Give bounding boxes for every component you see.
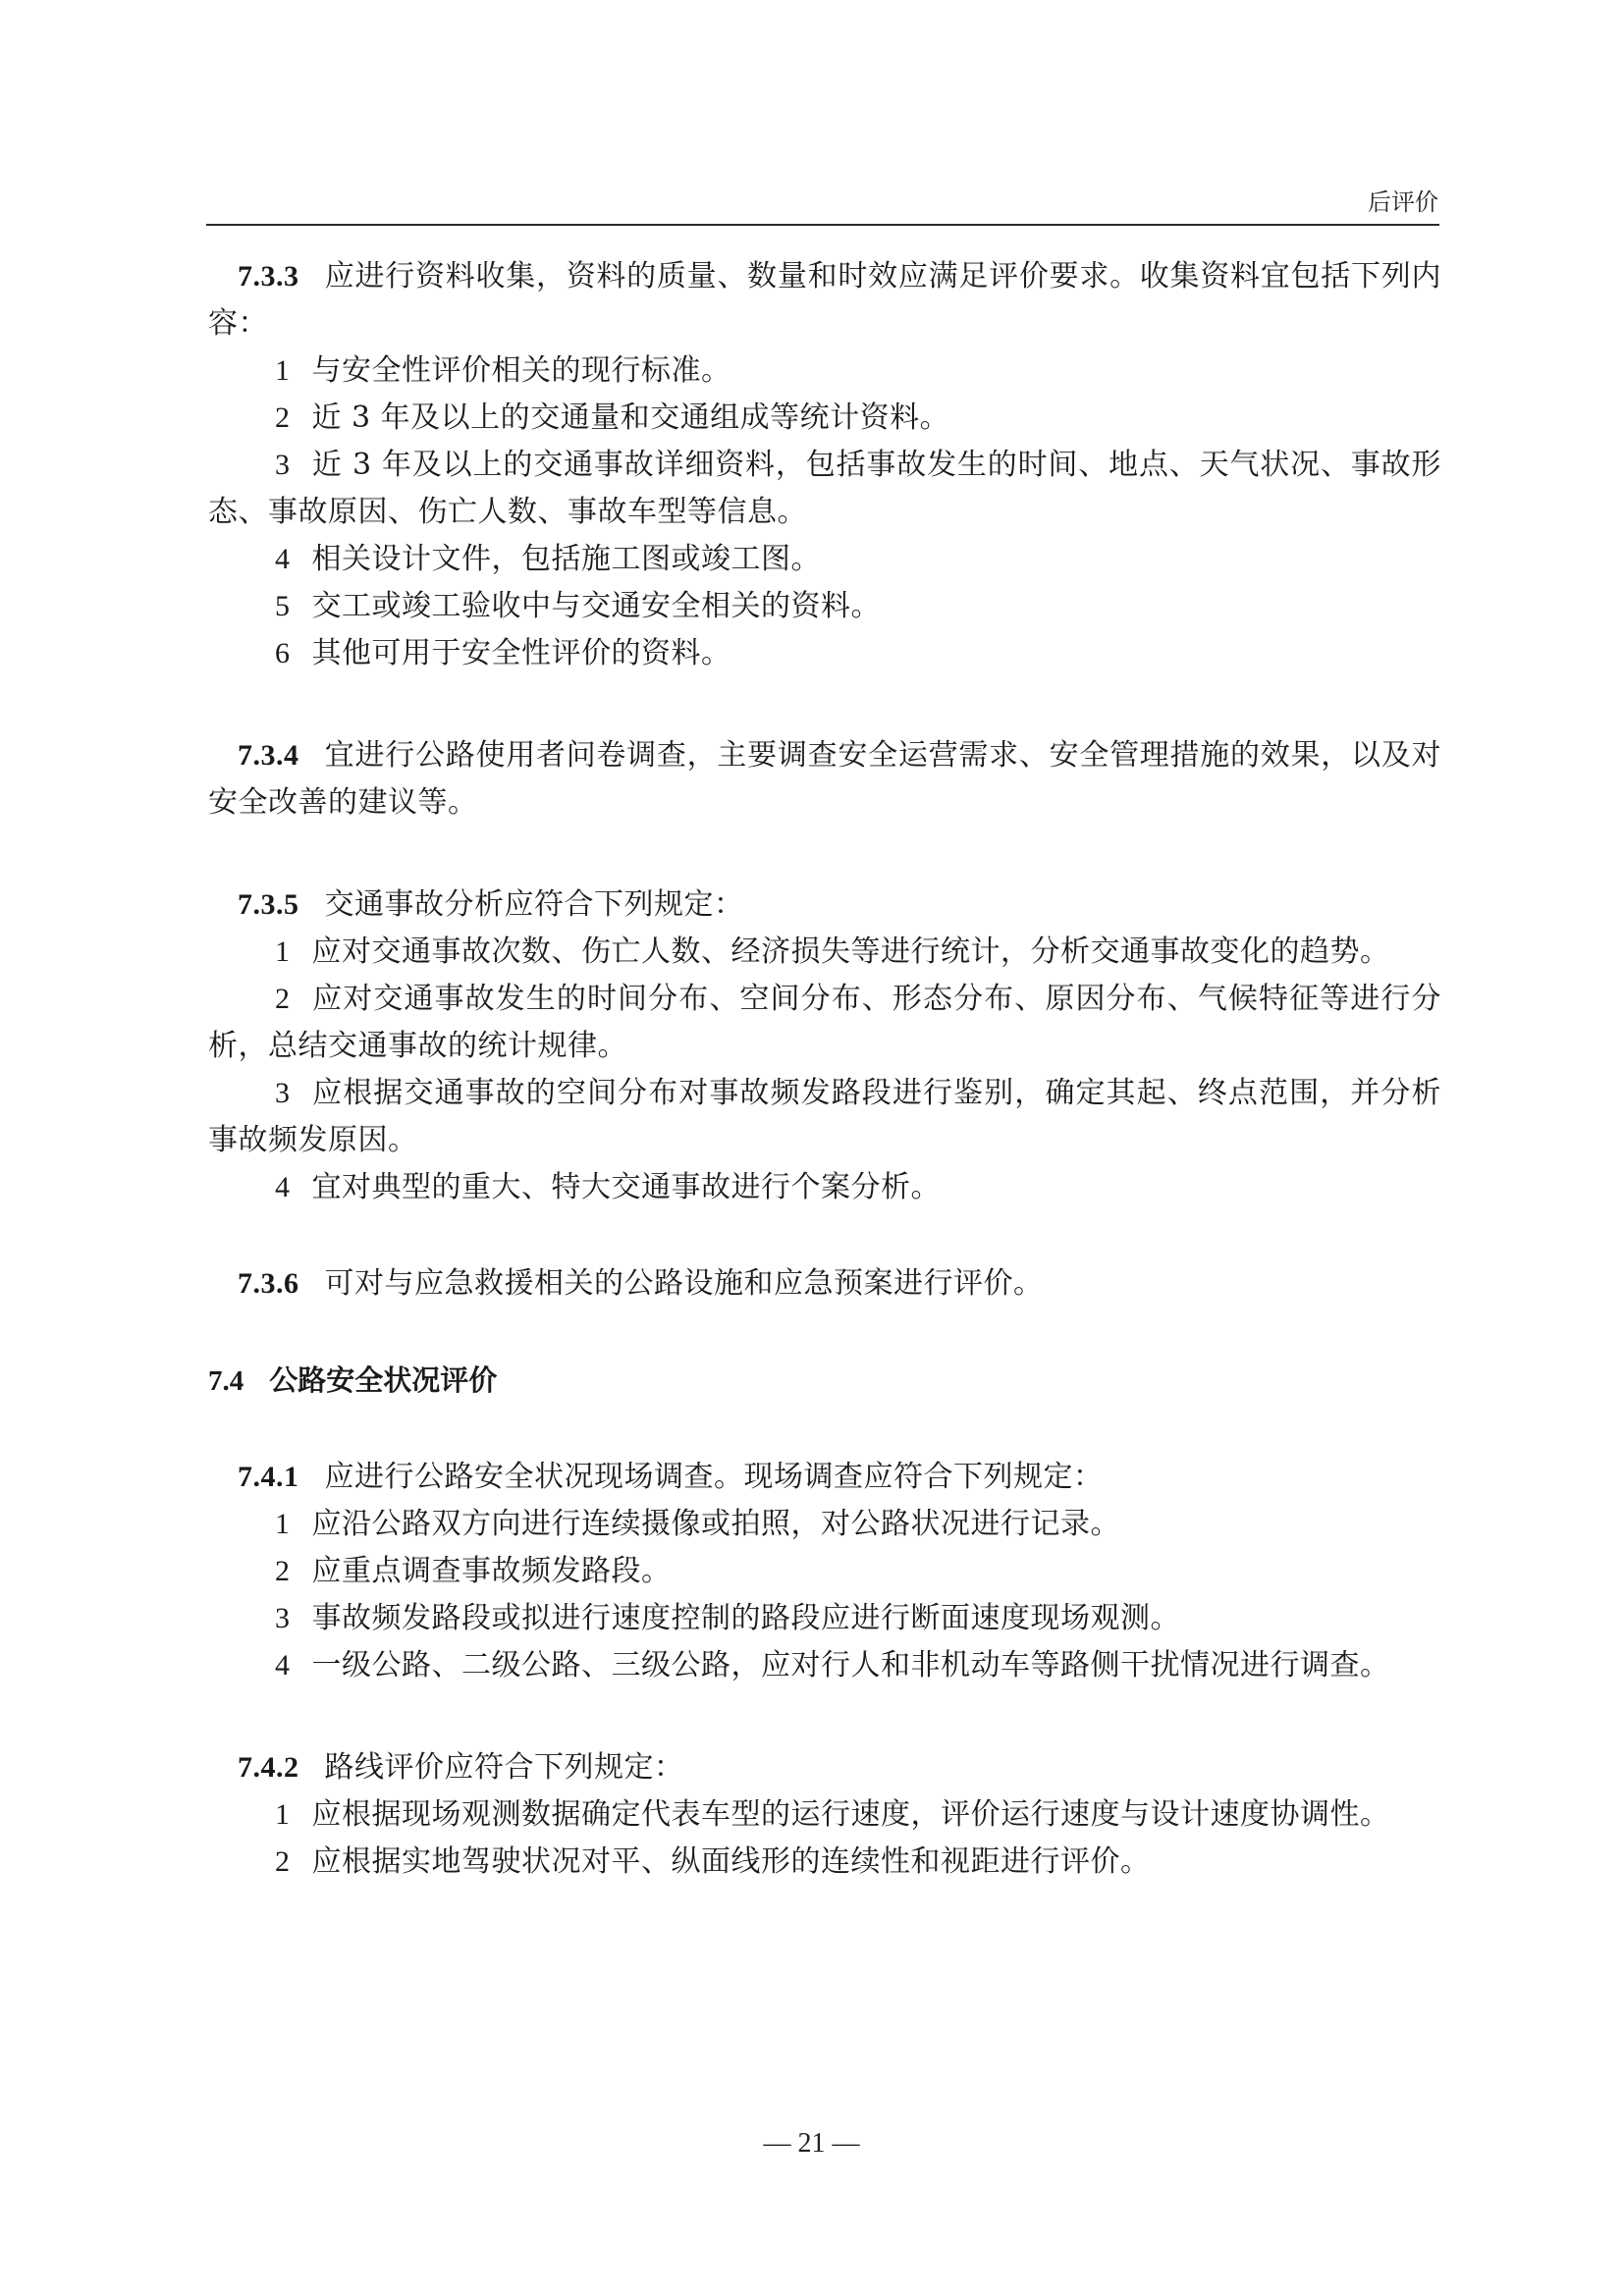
clause-number: 7.4.1 [238,1461,299,1493]
list-item [208,1642,1441,1689]
list-item [208,583,1441,630]
spacer [208,1211,1441,1260]
list-item [208,395,1441,442]
list-item [208,442,1441,536]
item-number: 2 [275,1555,291,1587]
list-item [208,630,1441,677]
clause-7-3-5 [208,881,1441,929]
clause-number: 7.3.6 [238,1267,299,1300]
list-item [208,976,1441,1070]
item-number: 2 [275,983,291,1015]
header-rule [206,224,1439,226]
clause-7-3-4 [208,732,1441,827]
item-text: 应根据交通事故的空间分布对事故频发路段进行鉴别，确定其起、终点范围，并分析事故频发原因。 [208,1076,1441,1157]
item-text: 应对交通事故发生的时间分布、空间分布、形态分布、原因分布、气候特征等进行分析，总结交通事故的统计规律。 [208,982,1441,1063]
clause-number: 7.3.5 [238,888,299,921]
item-number: 3 [275,1077,291,1109]
section-title-text: 公路安全状况评价 [269,1363,498,1397]
list-item [208,929,1441,976]
item-text: 相关设计文件，包括施工图或竣工图。 [311,542,821,576]
item-text: 近 3 年及以上的交通事故详细资料，包括事故发生的时间、地点、天气状况、事故形态、事故原因、伤亡人数、事故车型等信息。 [208,448,1441,529]
item-number: 1 [275,935,291,968]
spacer [208,1689,1441,1744]
clause-7-4-1 [208,1454,1441,1501]
spacer [208,1405,1441,1454]
item-number: 2 [275,401,291,434]
running-header: 后评价 [1368,188,1438,216]
clause-text: 交通事故分析应符合下列规定： [324,887,744,922]
item-text: 事故频发路段或拟进行速度控制的路段应进行断面速度现场观测。 [311,1601,1180,1635]
section-heading-7-4 [208,1357,1441,1405]
item-number: 3 [275,449,291,481]
item-number: 2 [275,1845,291,1878]
list-item [208,536,1441,583]
item-text: 应根据现场观测数据确定代表车型的运行速度，评价运行速度与设计速度协调性。 [311,1797,1390,1832]
list-item [208,1164,1441,1211]
item-number: 4 [275,1649,291,1682]
list-item [208,347,1441,395]
list-item [208,1501,1441,1548]
list-item [208,1070,1441,1164]
spacer [208,1308,1441,1357]
clause-7-3-6 [208,1260,1441,1308]
clause-number: 7.3.4 [238,739,299,772]
clause-number: 7.3.3 [238,260,299,293]
page-number: — 21 — [763,2128,860,2159]
spacer [208,677,1441,732]
clause-text: 可对与应急救援相关的公路设施和应急预案进行评价。 [324,1266,1044,1301]
item-number: 4 [275,1171,291,1203]
clause-7-3-3 [208,253,1441,347]
page-content [208,253,1441,1886]
item-text: 近 3 年及以上的交通量和交通组成等统计资料。 [311,400,950,435]
list-item [208,1839,1441,1886]
item-text: 应沿公路双方向进行连续摄像或拍照，对公路状况进行记录。 [311,1507,1120,1541]
item-text: 与安全性评价相关的现行标准。 [311,353,731,388]
section-number: 7.4 [208,1365,244,1397]
item-number: 1 [275,354,291,387]
clause-text: 路线评价应符合下列规定： [324,1750,684,1785]
clause-number: 7.4.2 [238,1751,299,1784]
item-text: 应重点调查事故频发路段。 [311,1554,672,1588]
item-number: 1 [275,1508,291,1540]
item-number: 4 [275,543,291,575]
clause-text: 宜进行公路使用者问卷调查，主要调查安全运营需求、安全管理措施的效果，以及对安全改善的建议等。 [208,738,1441,820]
list-item [208,1595,1441,1642]
item-text: 交工或竣工验收中与交通安全相关的资料。 [311,589,881,623]
clause-text: 应进行公路安全状况现场调查。现场调查应符合下列规定： [324,1460,1104,1494]
item-number: 3 [275,1602,291,1634]
item-text: 应根据实地驾驶状况对平、纵面线形的连续性和视距进行评价。 [311,1844,1151,1879]
clause-text: 应进行资料收集，资料的质量、数量和时效应满足评价要求。收集资料宜包括下列内容： [208,259,1441,341]
item-text: 应对交通事故次数、伤亡人数、经济损失等进行统计，分析交通事故变化的趋势。 [311,934,1390,969]
list-item [208,1791,1441,1839]
spacer [208,827,1441,881]
item-text: 其他可用于安全性评价的资料。 [311,636,731,670]
item-text: 宜对典型的重大、特大交通事故进行个案分析。 [311,1170,941,1204]
item-number: 6 [275,637,291,669]
item-number: 1 [275,1798,291,1831]
item-text: 一级公路、二级公路、三级公路，应对行人和非机动车等路侧干扰情况进行调查。 [311,1648,1390,1682]
list-item [208,1548,1441,1595]
clause-7-4-2 [208,1744,1441,1791]
item-number: 5 [275,590,291,622]
